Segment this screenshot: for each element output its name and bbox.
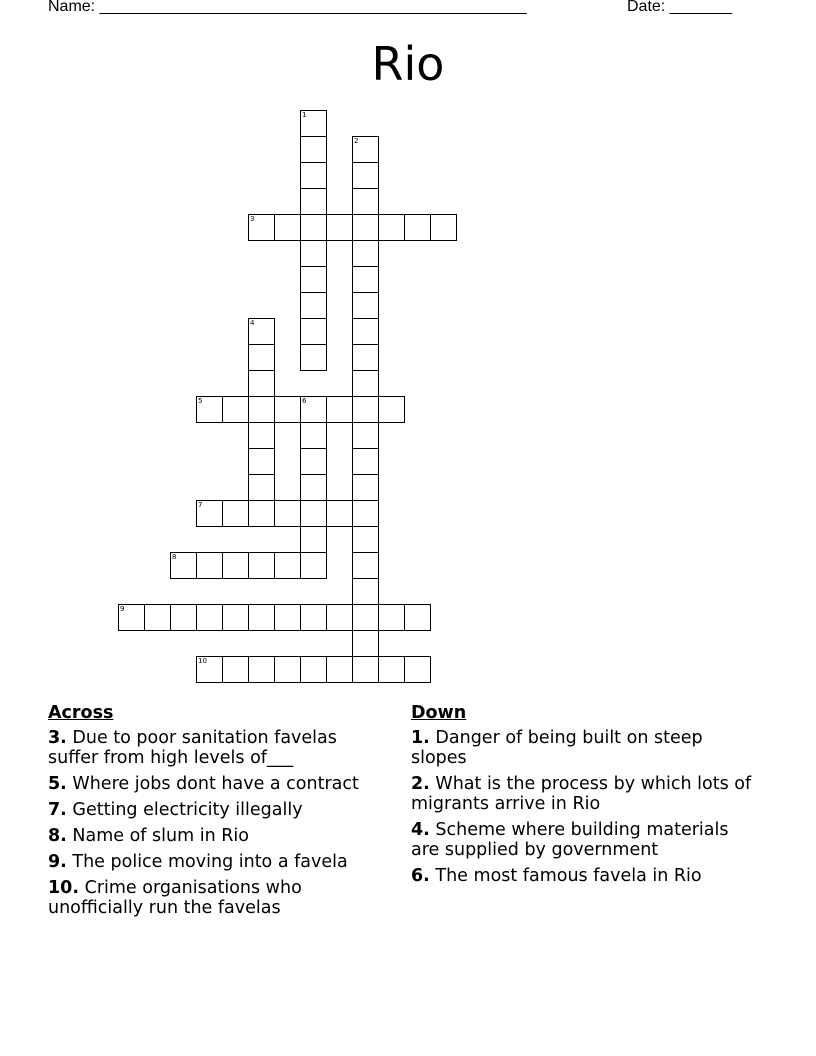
grid-cell[interactable]: [352, 552, 379, 579]
grid-cell[interactable]: [300, 292, 327, 319]
grid-cell[interactable]: [300, 214, 327, 241]
clue-across-8: [48, 826, 388, 846]
grid-cell[interactable]: [248, 422, 275, 449]
grid-cell[interactable]: [274, 500, 301, 527]
date-field[interactable]: Date: _______: [627, 0, 732, 15]
grid-cell[interactable]: [352, 214, 379, 241]
grid-cell[interactable]: [300, 240, 327, 267]
grid-cell[interactable]: [196, 552, 223, 579]
clue-across-10: [48, 878, 388, 918]
clue-across-5: [48, 774, 388, 794]
grid-cell[interactable]: [326, 656, 353, 683]
grid-cell[interactable]: [352, 604, 379, 631]
clue-number: 4.: [411, 820, 430, 840]
clue-number-label: 9: [120, 605, 125, 613]
puzzle-title: Rio: [371, 37, 445, 91]
grid-cell[interactable]: [352, 318, 379, 345]
across-heading: Across: [48, 703, 114, 723]
grid-cell[interactable]: [248, 214, 275, 241]
grid-cell[interactable]: [404, 656, 431, 683]
grid-cell[interactable]: [274, 552, 301, 579]
clue-text: Getting electricity illegally: [72, 800, 303, 820]
clue-number-label: 2: [354, 137, 359, 145]
clue-number: 2.: [411, 774, 430, 794]
clue-text: What is the process by which lots of migrants arrive in Rio: [411, 774, 752, 814]
grid-cell[interactable]: [300, 344, 327, 371]
grid-cell[interactable]: [300, 318, 327, 345]
grid-cell[interactable]: [222, 552, 249, 579]
grid-cell[interactable]: [300, 422, 327, 449]
grid-cell[interactable]: [352, 370, 379, 397]
grid-cell[interactable]: [248, 656, 275, 683]
grid-cell[interactable]: [300, 656, 327, 683]
grid-cell[interactable]: [300, 552, 327, 579]
clue-down-4: [411, 820, 756, 860]
grid-cell[interactable]: [352, 474, 379, 501]
grid-cell[interactable]: [352, 578, 379, 605]
clue-number: 9.: [48, 852, 67, 872]
clue-text: Crime organisations who unofficially run the favelas: [48, 878, 302, 918]
grid-cell[interactable]: [248, 552, 275, 579]
grid-cell[interactable]: [300, 266, 327, 293]
clue-number-label: 5: [198, 397, 203, 405]
grid-cell[interactable]: [326, 214, 353, 241]
clue-number: 1.: [411, 728, 430, 748]
grid-cell[interactable]: [300, 448, 327, 475]
clue-number: 5.: [48, 774, 67, 794]
grid-cell[interactable]: [144, 604, 171, 631]
grid-cell[interactable]: [378, 656, 405, 683]
grid-cell[interactable]: [170, 604, 197, 631]
clue-number-label: 3: [250, 215, 255, 223]
grid-cell[interactable]: [404, 214, 431, 241]
clue-number: 7.: [48, 800, 67, 820]
clue-number-label: 8: [172, 553, 177, 561]
clue-across-7: [48, 800, 388, 820]
clue-down-2: [411, 774, 756, 814]
name-field[interactable]: Name: ________________________________________________: [48, 0, 527, 15]
clue-text: Due to poor sanitation favelas suffer from high levels of___: [48, 728, 337, 768]
grid-cell[interactable]: [352, 396, 379, 423]
grid-cell[interactable]: [222, 396, 249, 423]
clue-across-9: [48, 852, 388, 872]
grid-cell[interactable]: [196, 604, 223, 631]
grid-cell[interactable]: [352, 188, 379, 215]
grid-cell[interactable]: [404, 604, 431, 631]
grid-cell[interactable]: [274, 214, 301, 241]
grid-cell[interactable]: [196, 656, 223, 683]
clue-number-label: 7: [198, 501, 203, 509]
grid-cell[interactable]: [300, 526, 327, 553]
grid-cell[interactable]: [378, 214, 405, 241]
grid-cell[interactable]: [248, 318, 275, 345]
grid-cell[interactable]: [248, 396, 275, 423]
clue-number: 8.: [48, 826, 67, 846]
grid-cell[interactable]: [222, 500, 249, 527]
clue-number: 3.: [48, 728, 67, 748]
clue-text: Name of slum in Rio: [72, 826, 249, 846]
grid-cell[interactable]: [300, 396, 327, 423]
grid-cell[interactable]: [378, 604, 405, 631]
grid-cell[interactable]: [248, 448, 275, 475]
grid-cell[interactable]: [248, 500, 275, 527]
grid-cell[interactable]: [300, 136, 327, 163]
down-clues: [411, 702, 756, 892]
grid-cell[interactable]: [248, 344, 275, 371]
clue-number-label: 6: [302, 397, 307, 405]
grid-cell[interactable]: [352, 162, 379, 189]
clue-number-label: 4: [250, 319, 255, 327]
grid-cell[interactable]: [352, 344, 379, 371]
grid-cell[interactable]: [378, 396, 405, 423]
grid-cell[interactable]: [196, 396, 223, 423]
grid-cell[interactable]: [248, 370, 275, 397]
clue-down-6: [411, 866, 756, 886]
grid-cell[interactable]: [352, 266, 379, 293]
grid-cell[interactable]: [430, 214, 457, 241]
grid-cell[interactable]: [300, 474, 327, 501]
grid-cell[interactable]: [274, 604, 301, 631]
grid-cell[interactable]: [196, 500, 223, 527]
grid-cell[interactable]: [300, 162, 327, 189]
clue-text: Where jobs dont have a contract: [72, 774, 359, 794]
clue-across-3: [48, 728, 388, 768]
grid-cell[interactable]: [274, 396, 301, 423]
clue-text: The most famous favela in Rio: [435, 866, 702, 886]
down-heading: Down: [411, 703, 467, 723]
grid-cell[interactable]: [300, 604, 327, 631]
grid-cell[interactable]: [352, 656, 379, 683]
grid-cell[interactable]: [352, 292, 379, 319]
grid-cell[interactable]: [326, 500, 353, 527]
grid-cell[interactable]: [352, 422, 379, 449]
clue-text: The police moving into a favela: [72, 852, 348, 872]
grid-cell[interactable]: [300, 500, 327, 527]
grid-cell[interactable]: [352, 136, 379, 163]
clue-down-1: [411, 728, 756, 768]
grid-cell[interactable]: [274, 656, 301, 683]
clue-number-label: 10: [198, 657, 207, 665]
grid-cell[interactable]: [222, 656, 249, 683]
grid-cell[interactable]: [300, 188, 327, 215]
grid-cell[interactable]: [352, 500, 379, 527]
grid-cell[interactable]: [300, 110, 327, 137]
grid-cell[interactable]: [170, 552, 197, 579]
grid-cell[interactable]: [352, 448, 379, 475]
across-clues: [48, 702, 388, 924]
grid-cell[interactable]: [326, 396, 353, 423]
grid-cell[interactable]: [118, 604, 145, 631]
clue-number: 10.: [48, 878, 80, 898]
grid-cell[interactable]: [248, 604, 275, 631]
grid-cell[interactable]: [352, 630, 379, 657]
grid-cell[interactable]: [352, 526, 379, 553]
grid-cell[interactable]: [326, 604, 353, 631]
clue-text: Danger of being built on steep slopes: [411, 728, 703, 768]
grid-cell[interactable]: [248, 474, 275, 501]
clue-number: 6.: [411, 866, 430, 886]
grid-cell[interactable]: [222, 604, 249, 631]
clue-text: Scheme where building materials are supplied by government: [411, 820, 729, 860]
clue-number-label: 1: [302, 111, 307, 119]
grid-cell[interactable]: [352, 240, 379, 267]
